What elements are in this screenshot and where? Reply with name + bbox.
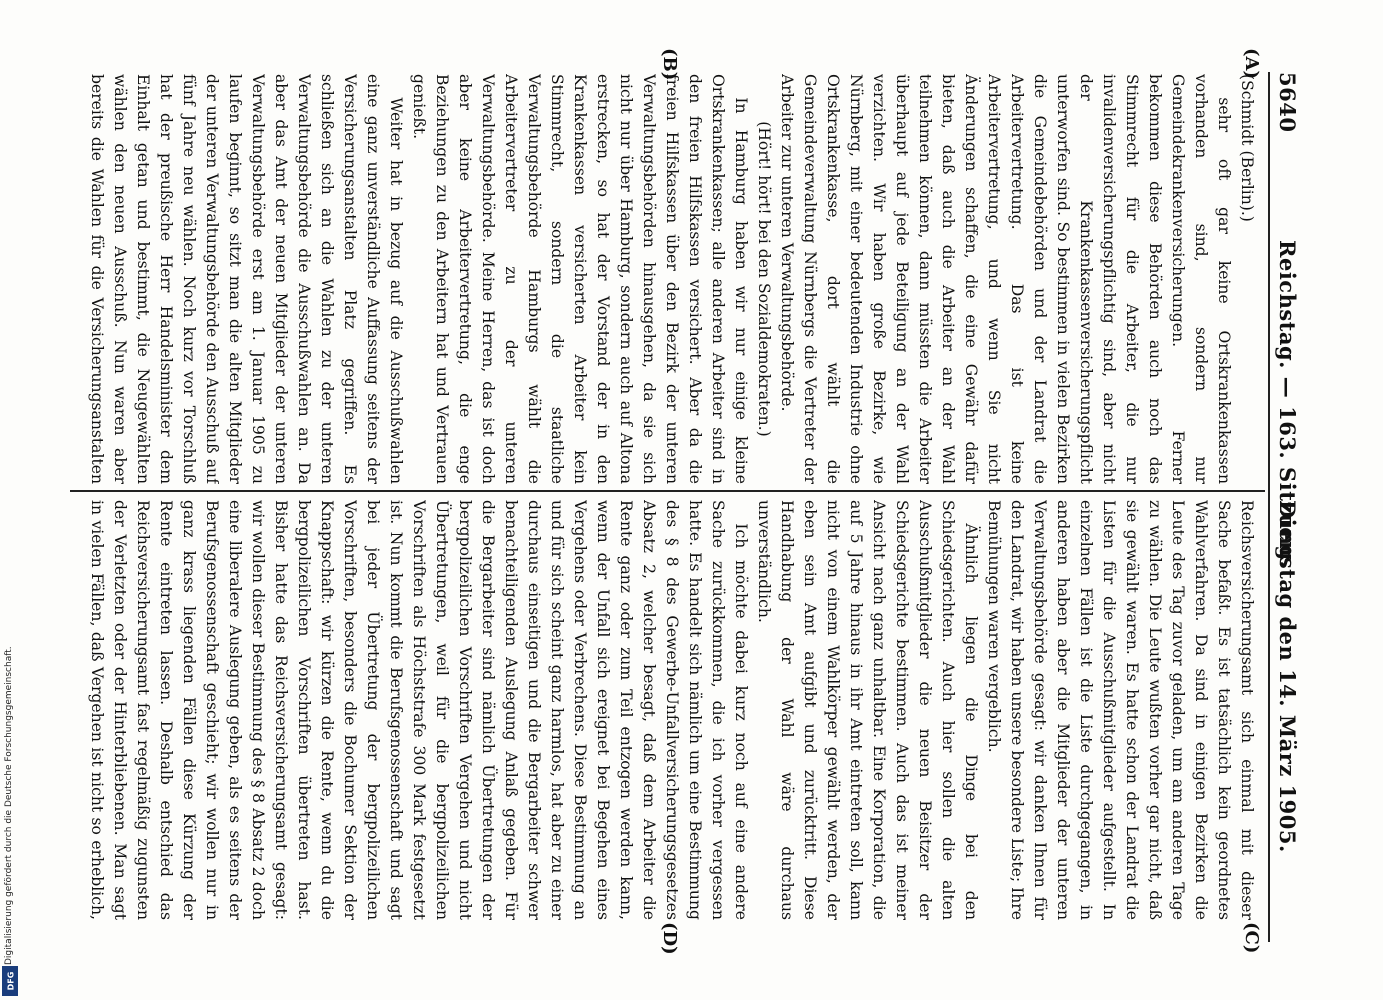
column-divider (70, 490, 1265, 492)
paragraph: Ähnlich liegen die Dinge bei den Schiedsgerichten. Auch hier sollen die alten Ausschußmitglieder die neuen Beisitzer der Schiedsgerichte bestimmen. Auch das ist meiner Ansicht nach ganz unhaltbar. Eine Korporation, die auf 5 Jahre hinaus in ihr Amt eintreten soll, kann nicht von einem Wahlkörper gewählt werden, der eben sein Amt aufgibt und zurücktritt. Diese Handhabung der Wahl wäre durchaus unverständlich. (755, 500, 980, 920)
paragraph: Ich möchte dabei kurz noch auf eine andere Sache zurückkommen, die ich vorher vergessen hatte. Es handelt sich nämlich um eine Bestimmung des § 8 des Gewerbe-Unfallversicherungsgesetzes Absatz 2, welcher besagt, daß dem Arbeiter die Rente ganz oder zum Teil entzogen werden kann, wenn der Unfall sich ereignet bei Begehen eines Vergehens oder Verbrechens. Diese Bestimmung an und für sich scheint ganz harmlos, hat aber zu einer durchaus einseitigen und die Bergarbeiter schwer benachteiligenden Auslegung Anlaß gegeben. Für die Bergarbeiter sind nämlich Übertretungen der bergpolizeilichen Vorschriften Vergehen und nicht Übertretungen, weil für die bergpolizeilichen Vorschriften als Höchststrafe 300 Mark festgesetzt ist. Nun kommt die Berufsgenossenschaft und sagt bei jeder Übertretung der bergpolizeilichen Vorschriften, besonders die Bochumer Sektion der Knappschaft: wir kürzen die Rente, wenn du die bergpolizeilichen Vorschriften übertreten hast. Bisher hatte das Reichsversicherungsamt gesagt: wir wollen dieser Bestimmung des § 8 Absatz 2 doch eine liberalere Auslegung geben, als es seitens der Berufsgenossenschaft geschieht; wir wollen nur in ganz krass liegenden Fällen diese Kürzung der Rente eintreten lassen. Deshalb entschied das Reichsversicherungsamt fast regelmäßig zugunsten der Verletzten oder der Hinterbliebenen. Man sagt in vielen Fällen, daß Vergehen ist nicht so erheblich, (88, 500, 750, 920)
header-rule (1268, 72, 1270, 942)
page-header-title: Reichstag. — 163. Sitzung. (1275, 240, 1300, 569)
text-column-left (88, 74, 1258, 484)
speaker-label: (Schmidt (Berlin).) (1238, 74, 1256, 222)
margin-letter-c: (C) (1241, 922, 1262, 954)
paragraph: Weiter hat in bezug auf die Ausschußwahlen eine ganz unverständliche Auffassung seitens der Versicherungsanstalten Platz gegriffen. Es schließen sich an die Wahlen zu der unteren Verwaltungsbehörde die Ausschußwahlen an. Da aber das Amt der neuen Mitglieder der unteren Verwaltungsbehörde erst am 1. Januar 1905 zu laufen beginnt, so sitzt man die alten Mitglieder der unteren Verwaltungsbehörde den Ausschuß auf fünf Jahre neu wählen. Noch kurz vor Torschluß hat der preußische Herr Handelsminister dem Einhalt getan und bestimmt, die Neugewählten wählen den neuen Ausschuß. Nun waren aber bereits die Wahlen für die Versicherungsanstalten (88, 74, 405, 484)
page-header-date: Dienstag den 14. März 1905. (1275, 500, 1300, 853)
paragraph: In Hamburg haben wir nur einige kleine Ortskrankenkassen; alle anderen Arbeiter sind in den freien Hilfskassen versichert. Aber da die freien Hilfskassen über den Bezirk der unteren Verwaltungsbehörden hinausgehen, da sie sich nicht nur über Hamburg, sondern auch auf Altona erstrecken, so hat der Vorstand der in den Krankenkassen versicherten Arbeiter kein Stimmrecht, sondern die staatliche Verwaltungsbehörde Hamburgs wählt die Arbeitervertreter zu der unteren Verwaltungsbehörde. Meine Herren, das ist doch aber keine Arbeitervertretung, die enge Beziehungen zu den Arbeitern hat und Vertrauen genießt. (410, 74, 750, 484)
paragraph: Reichsversicherungsamt sich einmal mit dieser Sache befaßt. Es ist tatsächlich kein geordnetes Wahlverfahren. Da sind in einigen Bezirken die Leute des Tag zuvor geladen, um am anderen Tage zu wählen. Die Leute wußten vorher gar nicht, daß sie gewählt waren. Es hatte schon der Landrat die Listen für die Ausschußmitglieder aufgestellt. In einzelnen Fällen ist die Liste durchgegangen, in anderen haben aber die Mitglieder der unteren Verwaltungsbehörde gesagt: wir danken Ihnen für den Landrat, wir haben unsere besondere Liste; Ihre Bemühungen waren vergeblich. (985, 500, 1256, 920)
margin-letter-b: (B) (659, 48, 680, 81)
margin-letter-d: (D) (659, 922, 680, 955)
text-column-right (88, 500, 1258, 920)
dfg-logo (2, 966, 18, 996)
margin-letter-a: (A) (1241, 48, 1262, 79)
page-number: 5640 (1275, 72, 1300, 133)
digitization-credit: Digitalisierung gefördert durch die Deutsche Forschungsgemeinschaft. (4, 646, 14, 965)
dfg-logo-text: DFG (6, 971, 16, 991)
interjection: (Hört! hört! bei den Sozialdemokraten.) (755, 121, 773, 437)
paragraph: sehr oft gar keine Ortskrankenkassen vorhanden sind, sondern nur Gemeindekrankenversicherungen. Ferner bekommen diese Behörden auch noch das Stimmrecht für die Arbeiter, die nur invalidenversicherungspflichtig sind, aber nicht der Krankenkassenversicherungspflicht unterworfen sind. So bestimmen in vielen Bezirken die Gemeindebehörden und der Landrat die Arbeitervertretung. Das ist keine Arbeitervertretung, und wenn Sie nicht Änderungen schaffen, die eine Gewähr dafür bieten, daß auch die Arbeiter an der Wahl teilnehmen können, dann müssten die Arbeiter überhaupt auf jede Beteiligung an der Wahl verzichten. Wir haben große Bezirke, wie Nürnberg, mit einer bedeutenden Industrie ohne Ortskrankenkasse, dort wählt die Gemeindeverwaltung Nürnbergs die Vertreter der Arbeiter zur unteren Verwaltungsbehörde. (778, 74, 1233, 484)
